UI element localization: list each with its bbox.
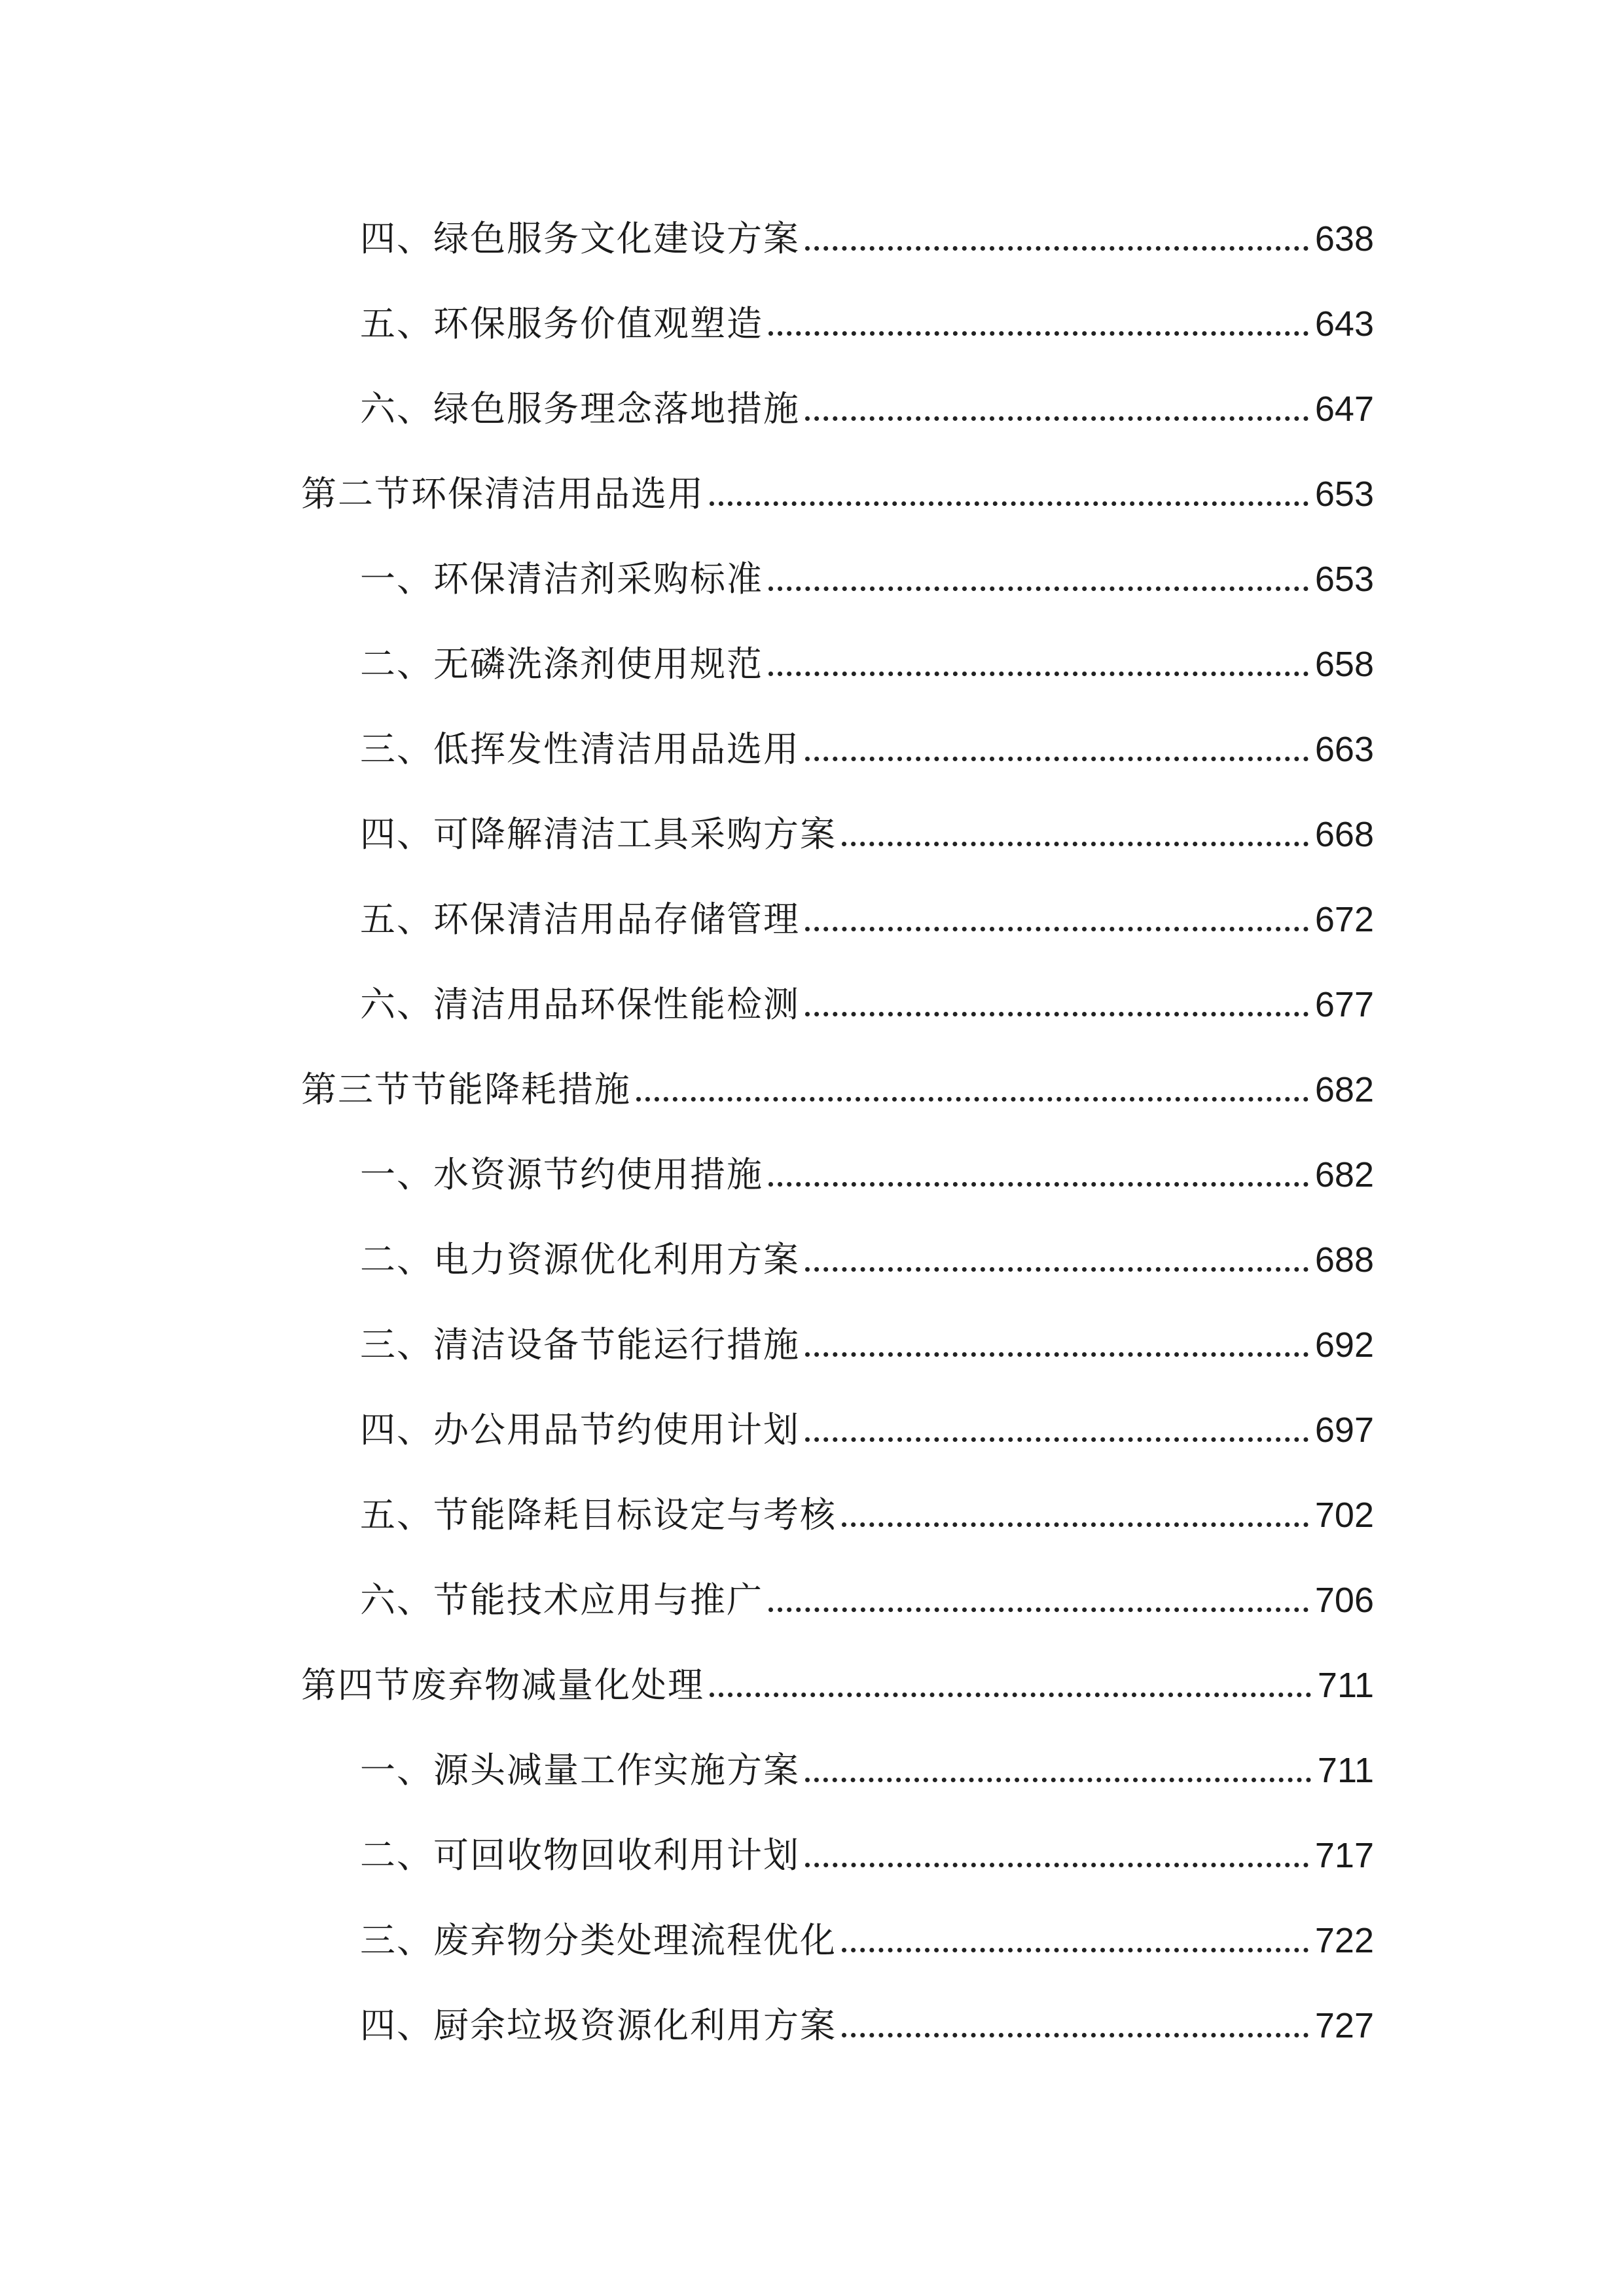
toc-entry-title: 第四节废弃物减量化处理 xyxy=(301,1664,704,1706)
toc-entry-page: 682 xyxy=(1314,1155,1374,1194)
toc-entry-page: 727 xyxy=(1314,2006,1374,2045)
toc-entry-page: 643 xyxy=(1314,304,1374,344)
toc-entry-page: 697 xyxy=(1314,1410,1374,1450)
toc-entry-page: 692 xyxy=(1314,1325,1374,1365)
toc-entry[interactable] xyxy=(360,213,1374,265)
toc-entry-page: 717 xyxy=(1314,1836,1374,1875)
dot-leader xyxy=(842,2033,1308,2037)
toc-entry-page: 668 xyxy=(1314,815,1374,854)
toc-entry-title: 六、清洁用品环保性能检测 xyxy=(360,984,800,1025)
dot-leader xyxy=(805,1863,1308,1867)
toc-entry-title: 第三节节能降耗措施 xyxy=(301,1069,631,1110)
toc-entry[interactable] xyxy=(360,553,1374,605)
toc-entry-title: 五、环保清洁用品存储管理 xyxy=(360,899,800,940)
toc-entry[interactable] xyxy=(360,1234,1374,1286)
toc-entry[interactable] xyxy=(360,1914,1374,1967)
toc-entry[interactable] xyxy=(360,383,1374,435)
toc-entry-title: 第二节环保清洁用品选用 xyxy=(301,473,704,514)
dot-leader xyxy=(710,501,1308,506)
toc-entry-title: 一、水资源节约使用措施 xyxy=(360,1154,763,1195)
toc-section-entry[interactable] xyxy=(301,1659,1374,1712)
dot-leader xyxy=(805,1778,1311,1782)
toc-entry-page: 663 xyxy=(1314,730,1374,769)
toc-entry-title: 五、环保服务价值观塑造 xyxy=(360,303,763,344)
toc-section-entry[interactable] xyxy=(301,468,1374,520)
toc-entry-page: 647 xyxy=(1314,389,1374,429)
toc-section-entry[interactable] xyxy=(301,1064,1374,1116)
toc-entry-title: 六、节能技术应用与推广 xyxy=(360,1579,763,1621)
dot-leader xyxy=(805,927,1308,931)
dot-leader xyxy=(636,1097,1308,1102)
toc-entry-page: 677 xyxy=(1314,985,1374,1024)
toc-entry-title: 二、电力资源优化利用方案 xyxy=(360,1239,800,1280)
toc-entry-title: 二、无磷洗涤剂使用规范 xyxy=(360,643,763,685)
toc-entry[interactable] xyxy=(360,638,1374,691)
toc-entry[interactable] xyxy=(360,1149,1374,1201)
toc-entry-page: 653 xyxy=(1314,560,1374,599)
dot-leader xyxy=(805,1012,1308,1016)
toc-entry-title: 一、源头减量工作实施方案 xyxy=(360,1749,800,1791)
dot-leader xyxy=(805,1267,1308,1272)
toc-entry[interactable] xyxy=(360,298,1374,350)
toc-entry-page: 706 xyxy=(1314,1581,1374,1620)
toc-entry[interactable] xyxy=(360,893,1374,946)
dot-leader xyxy=(710,1693,1311,1697)
toc-entry-page: 722 xyxy=(1314,1921,1374,1960)
toc-entry-page: 638 xyxy=(1314,219,1374,259)
toc-entry-page: 702 xyxy=(1314,1496,1374,1535)
toc-entry-title: 二、可回收物回收利用计划 xyxy=(360,1835,800,1876)
toc-entry-title: 四、可降解清洁工具采购方案 xyxy=(360,814,837,855)
toc-entry-title: 四、厨余垃圾资源化利用方案 xyxy=(360,2005,837,2046)
toc-entry[interactable] xyxy=(360,1404,1374,1456)
toc-entry-title: 四、办公用品节约使用计划 xyxy=(360,1409,800,1450)
toc-entry-page: 672 xyxy=(1314,900,1374,939)
dot-leader xyxy=(768,331,1308,336)
toc-entry-page: 711 xyxy=(1317,1666,1374,1705)
toc-entry[interactable] xyxy=(360,1744,1374,1797)
dot-leader xyxy=(805,1352,1308,1357)
toc-entry-page: 682 xyxy=(1314,1070,1374,1109)
dot-leader xyxy=(768,1182,1308,1187)
toc-entry[interactable] xyxy=(360,1574,1374,1626)
toc-entry[interactable] xyxy=(360,808,1374,861)
toc-entry-page: 653 xyxy=(1314,475,1374,514)
dot-leader xyxy=(805,757,1308,761)
dot-leader xyxy=(842,1948,1308,1952)
dot-leader xyxy=(805,416,1308,421)
dot-leader xyxy=(768,586,1308,591)
dot-leader xyxy=(842,1522,1308,1527)
toc-entry-page: 711 xyxy=(1317,1751,1374,1790)
toc-entry-title: 三、废弃物分类处理流程优化 xyxy=(360,1920,837,1961)
toc-entry-title: 一、环保清洁剂采购标准 xyxy=(360,558,763,600)
dot-leader xyxy=(805,1437,1308,1442)
toc-entry-title: 五、节能降耗目标设定与考核 xyxy=(360,1494,837,1535)
toc-entry-title: 四、绿色服务文化建设方案 xyxy=(360,218,800,259)
dot-leader xyxy=(768,672,1308,676)
dot-leader xyxy=(805,246,1308,251)
toc-entry-title: 三、低挥发性清洁用品选用 xyxy=(360,728,800,770)
toc-entry[interactable] xyxy=(360,1829,1374,1882)
toc-entry-page: 658 xyxy=(1314,645,1374,684)
dot-leader xyxy=(842,842,1308,846)
toc-entry[interactable] xyxy=(360,1319,1374,1371)
toc-entry[interactable] xyxy=(360,723,1374,776)
dot-leader xyxy=(768,1607,1308,1612)
toc-entry[interactable] xyxy=(360,1489,1374,1541)
toc-entry-title: 三、清洁设备节能运行措施 xyxy=(360,1324,800,1365)
toc-entry[interactable] xyxy=(360,2000,1374,2052)
toc-entry-title: 六、绿色服务理念落地措施 xyxy=(360,388,800,429)
toc-entry[interactable] xyxy=(360,978,1374,1031)
toc-entry-page: 688 xyxy=(1314,1240,1374,1280)
